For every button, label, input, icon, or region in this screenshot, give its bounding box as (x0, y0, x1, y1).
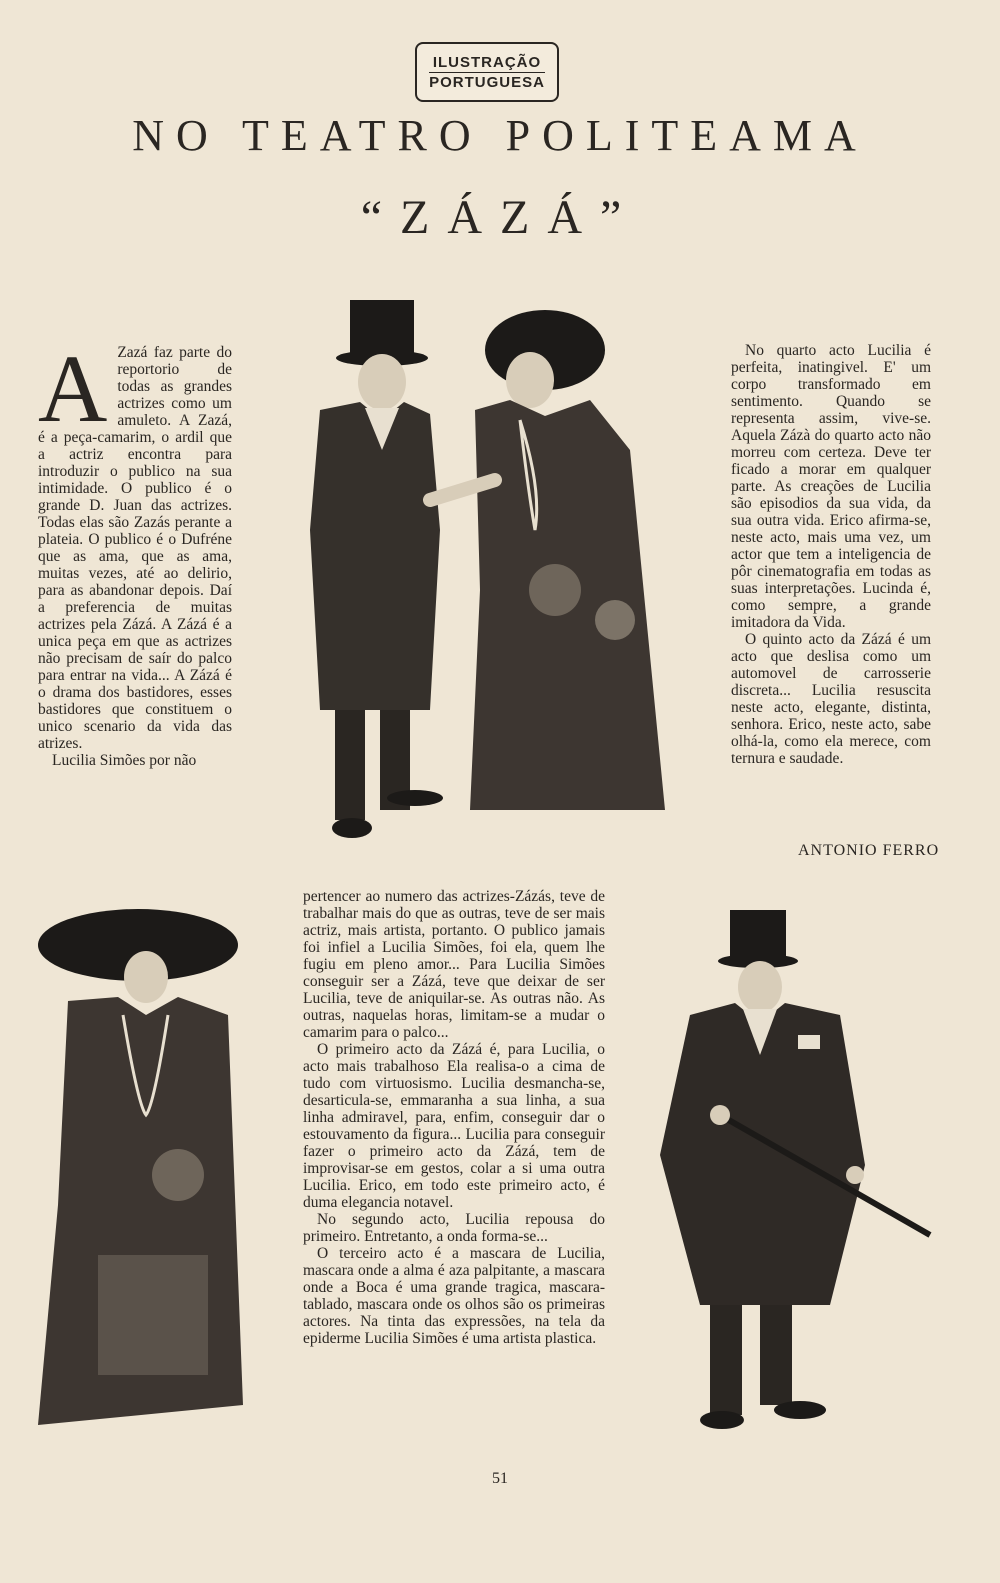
magazine-logo (415, 42, 559, 102)
article-column-3 (731, 342, 931, 767)
photo-woman (28, 905, 248, 1440)
photo-couple (280, 290, 680, 850)
column-1-paragraph: Lucilia Simões por não (52, 752, 197, 769)
photo-man (650, 905, 940, 1445)
article-column-2 (303, 888, 605, 1347)
page-number: 51 (492, 1470, 508, 1487)
column-3-paragraph: No quarto acto Lucilia é perfeita, inatingivel. E' um corpo transformado em sentimento. Quando se representa assim, vive-se. Aquela Zázà do quarto acto não morreu com certeza. Deve ter ficado a morar em qualquer parte. As creações de Lucilia são episodios da sua vida, da sua outra vida. Erico afirma-se, neste acto, mais uma vez, um actor que tem a inteligencia de pôr cinematografia em todas as suas interpretações. Lucinda é, como sempre, a grande imitadora da Vida. (731, 342, 931, 631)
logo-line-2: PORTUGUESA (429, 73, 545, 91)
column-2-paragraph: pertencer ao numero das actrizes-Zázás, teve de trabalhar mais do que as outras, teve de ser mais actriz, mais artista, portanto. O publico jamais foi infiel a Lucilia Simões, foi ela, quem lhe fugiu em pleno amor... Para Lucilia Simões conseguir ser a Zázá, teve que deixar de ser Lucilia, teve de aniquilar-se. As outras não. As outras, naquelas horas, limitam-se a mudar o camarim para o palco... (303, 888, 605, 1041)
article-subheadline: “ZÁZÁ” (360, 191, 640, 244)
article-headline: NO TEATRO POLITEAMA (132, 111, 868, 160)
column-1-paragraph: Zazá faz parte do reportorio de todas as grandes actrizes como um amuleto. A Zazá, é a peça-camarim, o ardil que a actriz encontra para introduzir o publico na sua intimidade. O publico é o grande D. Juan das actrizes. Todas elas são Zazás perante a plateia. O publico é o Dufréne que as ama, que as ama, muitas vezes, até ao delirio, para as abandonar depois. Daí a preferencia de muitas actrizes pela Zázá. A Zázá é a unica peça em que as actrizes não precisam de saír do palco para entrar na vida... A Zázá é o drama dos bastidores, esses bastidores que constituem o unico scenario da vida das atrizes. (38, 344, 232, 752)
column-2-paragraph: No segundo acto, Lucilia repousa do primeiro. Entretanto, a onda forma-se... (303, 1211, 605, 1245)
column-2-paragraph: O terceiro acto é a mascara de Lucilia, mascara onde a alma é aza palpitante, a mascara onde a Boca é uma grande tragica, mascara-tablado, mascara onde os olhos são os primeiras actores. Na tinta das expressões, na tela da epiderme Lucilia Simões é uma artista plastica. (303, 1245, 605, 1347)
article-column-1 (38, 335, 232, 769)
logo-line-1: ILUSTRAÇÃO (429, 53, 545, 73)
drop-cap: A (38, 335, 108, 442)
column-3-paragraph: O quinto acto da Zázá é um acto que deslisa como um automovel de carrosserie discreta... Lucilia resuscita neste acto, elegante, distinta, senhora. Erico, neste acto, sabe olhá-la, como ela merece, com ternura e saudade. (731, 631, 931, 767)
column-2-paragraph: O primeiro acto da Zázá é, para Lucilia, o acto mais trabalhoso Ela realisa-o a cima de tudo com virtuosismo. Lucilia desmancha-se, desarticula-se, emmaranha a sua linha, a sua linha admiravel, para, enfim, conseguir dar o estouvamento da figura... Lucilia para conseguir fazer o primeiro acto da Zázá, tem de improvisar-se em gestos, colar a si uma outra Lucilia. Erico, em todo este primeiro acto, é duma elegancia notavel. (303, 1041, 605, 1211)
author-signature: ANTONIO FERRO (798, 842, 940, 859)
